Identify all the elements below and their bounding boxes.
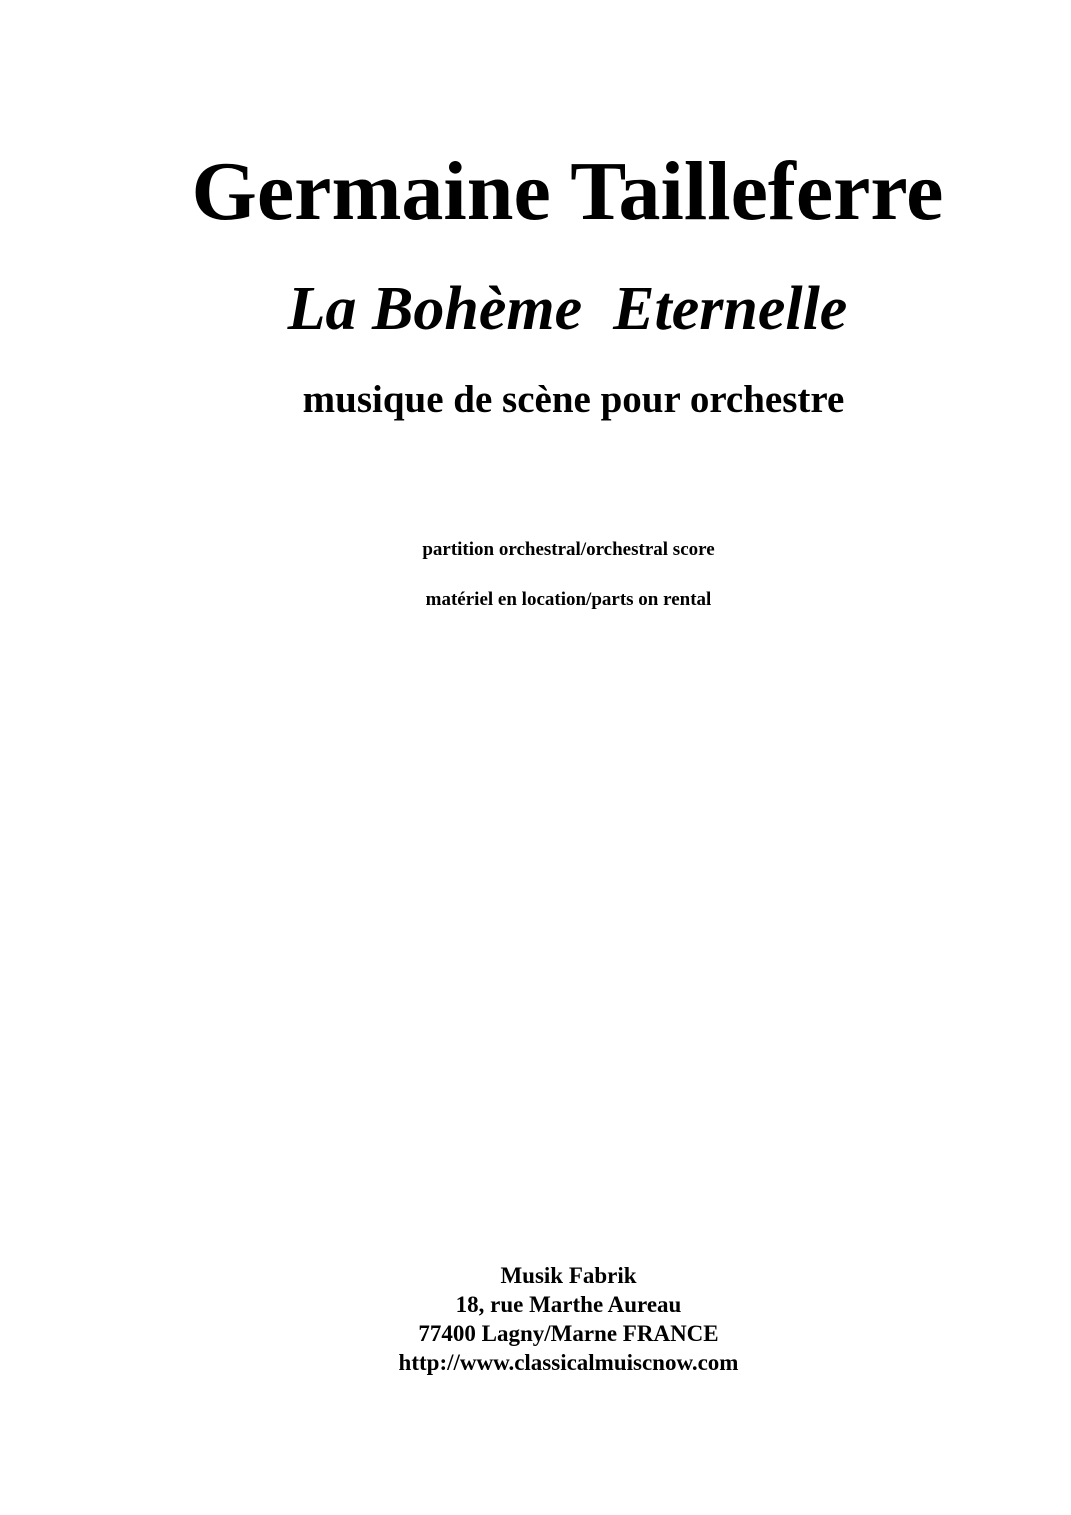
publisher-website: http://www.classicalmuiscnow.com <box>398 1350 739 1375</box>
publisher-city: 77400 Lagny/Marne FRANCE <box>418 1321 719 1346</box>
score-note: partition orchestral/orchestral score <box>422 539 715 560</box>
work-subtitle: musique de scène pour orchestre <box>302 378 845 421</box>
composer-name: Germaine Tailleferre <box>191 145 944 238</box>
publisher-block <box>33 1261 1071 1377</box>
parts-note: matériel en location/parts on rental <box>425 589 712 610</box>
publisher-street: 18, rue Marthe Aureau <box>455 1292 682 1317</box>
work-title: La Bohème Eternelle <box>287 275 848 343</box>
publisher-name: Musik Fabrik <box>500 1263 637 1288</box>
